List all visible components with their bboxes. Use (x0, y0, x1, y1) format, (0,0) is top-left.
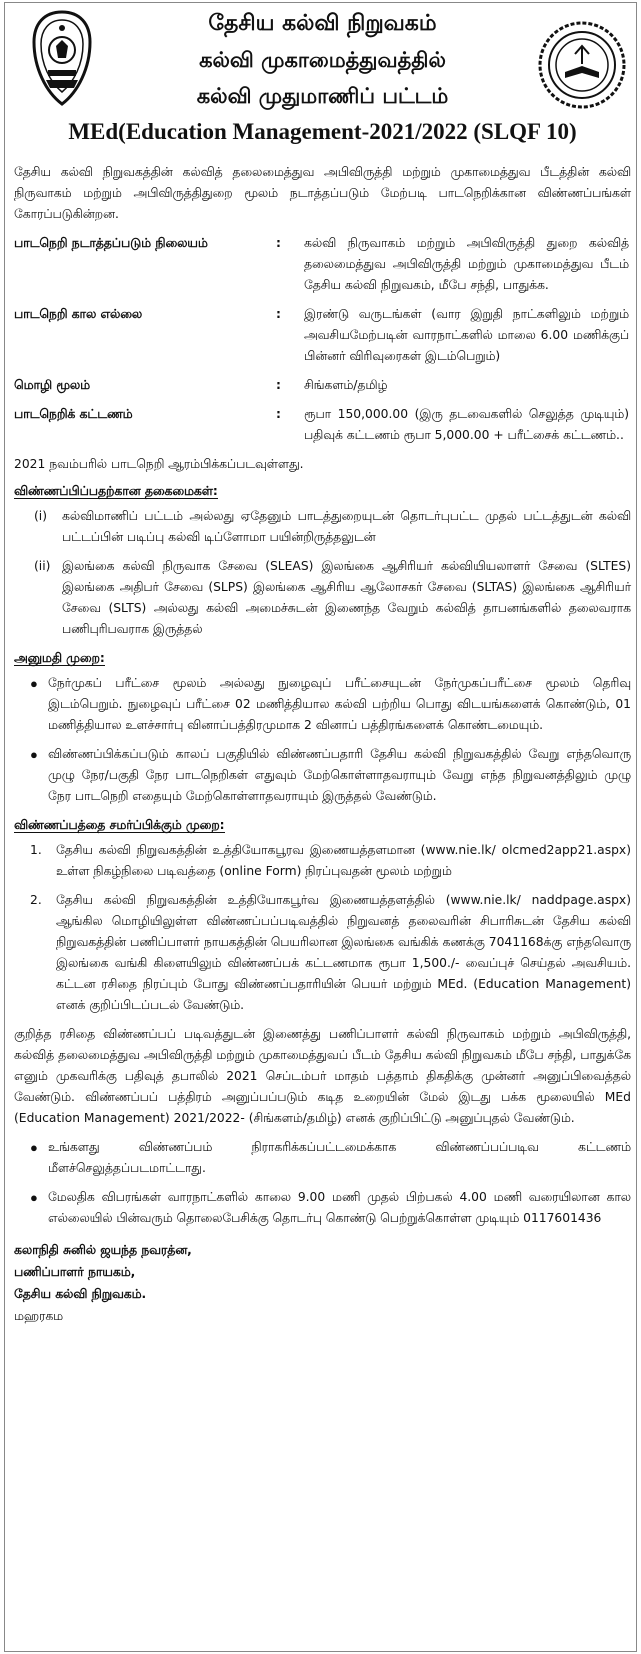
detail-colon: : (276, 378, 281, 392)
signatory-title: பணிப்பாளர் நாயகம், (14, 1265, 136, 1279)
note-text: மேலதிக விபரங்கள் வாரநாட்களில் காலை 9.00 மணி முதல் பிற்பகல் 4.00 மணி வரையிலான கால எல்லையில் பின்வரும் தொலைபேசிக்கு தொடர்பு கொண்டு பெற்றுக்கொள்ள முடியும் 0117601436 (48, 1190, 631, 1225)
detail-row-duration (14, 304, 631, 367)
detail-label: பாடநெறிக் கட்டணம் (14, 407, 133, 421)
qualification-text: கல்விமாணிப் பட்டம் அல்லது ஏதேனும் பாடத்துறையுடன் தொடர்புபட்ட முதல் பட்டத்துடன் கல்வி பட்டப்பின் படிப்பு கல்வி டிப்ளோமா பயின்றிருத்தலுடன் (62, 509, 631, 544)
note-text: உங்களது விண்ணப்பம் நிராகரிக்கப்பட்டமைக்காக விண்ணப்பப்படிவ கட்டணம் மீளச்செலுத்தப்படமாட்டாது. (48, 1140, 631, 1175)
detail-value: ரூபா 150,000.00 (இரு தடவைகளில் செலுத்த முடியும்) பதிவுக் கட்டணம் ரூபா 5,000.00 + பரீட்சைக் கட்டணம்.. (304, 407, 629, 442)
postal-note: குறித்த ரசிதை விண்ணப்பப் படிவத்துடன் இணைத்து பணிப்பாளர் கல்வி நிருவாகம் மற்றும் அபிவிருத்தி, கல்வித் தலைமைத்துவ அபிவிருத்தி மற்றும் முகாமைத்துவப் பீடம் தேசிய கல்வி நிறுவகம் மீபே சந்தி, பாதுக்கே எனும் முகவரிக்கு பதிவுத் தபாலில் 2021 செப்டம்பர் மாதம் பத்தாம் திகதிக்கு முன்னர் அனுப்பிவைத்தல் வேண்டும். விண்ணப்பப் பத்திரம் அனுப்பப்படும் கடித உறையின் மேல் இடது பக்க மூலையில் MEd (Education Management) 2021/2022- (சிங்களம்/தமிழ்) எனக் குறிப்பிட்டு அனுப்புதல் வேண்டும். (14, 1027, 631, 1125)
detail-colon: : (276, 236, 281, 250)
bullet-icon: ● (30, 747, 38, 762)
detail-row-venue (14, 233, 631, 296)
detail-value: சிங்களம்/தமிழ் (304, 378, 388, 392)
signatory-org: தேசிய கல்வி நிறுவகம். (14, 1287, 147, 1301)
subtitle-line-2: கல்வி முகாமைத்துவத்தில் (199, 48, 446, 72)
header (14, 6, 631, 154)
bullet-icon: ● (30, 676, 38, 691)
admission-heading (14, 648, 631, 669)
qualification-item (14, 506, 631, 548)
submission-item (14, 890, 631, 1016)
bullet-icon: ● (30, 1140, 38, 1155)
qualifications-heading (14, 481, 631, 502)
qualification-item (14, 556, 631, 640)
admission-item (14, 673, 631, 736)
qualification-number: (ii) (34, 559, 51, 573)
signature-block (14, 1239, 631, 1327)
detail-colon: : (276, 307, 281, 321)
detail-label: பாடநெறி நடாத்தப்படும் நிலையம் (14, 236, 208, 250)
detail-value: இரண்டு வருடங்கள் (வார இறுதி நாட்களிலும் மற்றும் அவசியமேற்படின் வாரநாட்களில் மாலை 6.00 மணிக்குப் பின்னர் விரிவுரைகள் இடம்பெறும்) (304, 307, 629, 363)
nie-logo-icon (537, 20, 627, 110)
qualification-number: (i) (34, 509, 48, 523)
subtitle-line-3: கல்வி முதுமாணிப் பட்டம் (196, 84, 449, 108)
details-table (14, 233, 631, 446)
note-item (14, 1187, 631, 1229)
detail-value: கல்வி நிருவாகம் மற்றும் அபிவிருத்தி துறை கல்வித் தலைமைத்துவ அபிவிருத்தி மற்றும் முகாமைத்துவ பீடம் தேசிய கல்வி நிறுவகம், மீபே சந்தி, பாதுக்க. (304, 236, 629, 292)
admission-text: நேர்முகப் பரீட்சை மூலம் அல்லது நுழைவுப் பரீட்சையுடன் நேர்முகப்பரீட்சை மூலம் தெரிவு இடம்பெறும். நுழைவுப் பரீட்சை 02 மணித்தியால கல்வி பற்றிய பொது விடயங்களைக் கொண்டும், 01 மணித்தியால உளச்சார்பு வினாப்பத்திரமுமாக 2 வினாப் பத்திரங்களைக் கொண்டமையும். (48, 676, 631, 732)
sri-lanka-emblem-icon (26, 8, 98, 108)
qualifications-heading-text: விண்ணப்பிப்பதற்கான தகைமைகள்: (14, 484, 218, 498)
course-title: MEd(Education Management-2021/2022 (SLQF 10) (68, 119, 577, 144)
admission-text: விண்ணப்பிக்கப்படும் காலப் பகுதியில் விண்ணப்பதாரி தேசிய கல்வி நிறுவகத்தில் வேறு எந்தவொரு முழு நேர/பகுதி நேர பாடநெறிகள் எதுவும் மேற்கொள்ளாதவராயும் வேறு எந்த நிறுவனத்திலும் முழு நேர பாடநெறி எதையும் மேற்கொள்ளாதவராயும் இருத்தல் வேண்டும். (48, 747, 631, 803)
admission-heading-text: அனுமதி முறை: (14, 651, 105, 665)
submission-heading-text: விண்ணப்பத்தை சமர்ப்பிக்கும் முறை: (14, 818, 225, 832)
submission-text: தேசிய கல்வி நிறுவகத்தின் உத்தியோகபூர்வ இணையத்தளத்தில் (www.nie.lk/ naddpage.aspx) ஆங்கில மொழியிலுள்ள விண்ணப்பப்படிவத்தில் நிறுவனத் தலைவரின் சிபாரிசுடன் தேசிய கல்வி நிறுவகத்தின் பணிப்பாளர் நாயகத்தின் பெயரிலான இலங்கை வங்கிக் கணக்கு 7041168க்கு எந்தவொரு இலங்கை வங்கி கிளையிலும் விண்ணப்பக் கட்டணமாக ரூபா 1,500./- வைப்புச் செய்தல் அவசியம். கட்டன ரசிதை நிரப்பும் போது விண்ணப்பதாரியின் பெயர் மற்றும் MEd. (Education Management) எனக் குறிப்பிடப்படல் வேண்டும். (56, 893, 631, 1012)
admission-item (14, 744, 631, 807)
detail-row-fee (14, 404, 631, 446)
note-item (14, 1137, 631, 1179)
detail-row-medium (14, 375, 631, 396)
detail-label: மொழி மூலம் (14, 378, 90, 392)
detail-label: பாடநெறி கால எல்லை (14, 307, 143, 321)
qualification-text: இலங்கை கல்வி நிருவாக சேவை (SLEAS) இலங்கை ஆசிரியர் கல்வியியலாளர் சேவை (SLTES) இலங்கை அதிபர் சேவை (SLPS) இலங்கை ஆசிரிய ஆலோசகர் சேவை (SLTAS) இலங்கை ஆசிரியர் சேவை (SLTS) அல்லது கல்வி அமைச்சுடன் இணைந்த வேறும் கல்வித் தாபனங்களில் தலைவராக பணிபுரிபவராக இருத்தல் (62, 559, 631, 636)
intro-paragraph: தேசிய கல்வி நிறுவகத்தின் கல்வித் தலைமைத்துவ அபிவிருத்தி மற்றும் முகாமைத்துவ பீடத்தின் கல்வி நிருவாகம் மற்றும் அபிவிருத்திதுறை மூலம் நடாத்தப்படும் மேற்படி பாடநெறிக்கான விண்ணப்பங்கள் கோரப்படுகின்றன. (14, 165, 631, 221)
submission-item (14, 840, 631, 882)
bullet-icon: ● (30, 1190, 38, 1205)
detail-colon: : (276, 407, 281, 421)
signatory-place: மஹரகம (14, 1309, 64, 1323)
submission-number: 2. (30, 893, 42, 907)
submission-heading (14, 815, 631, 836)
start-note: 2021 நவம்பரில் பாடநெறி ஆரம்பிக்கப்படவுள்ளது. (14, 457, 304, 471)
org-title: தேசிய கல்வி நிறுவகம் (208, 11, 437, 36)
submission-number: 1. (30, 843, 42, 857)
submission-text: தேசிய கல்வி நிறுவகத்தின் உத்தியோகபூரவ இணையத்தளமான (www.nie.lk/ olcmed2app21.aspx) உள்ள நிகழ்நிலை படிவத்தை (online Form) நிரப்புவதன் மூலம் மற்றும் (56, 843, 631, 878)
signatory-name: கலாநிதி சுனில் ஜயந்த நவரத்ன, (14, 1243, 192, 1257)
